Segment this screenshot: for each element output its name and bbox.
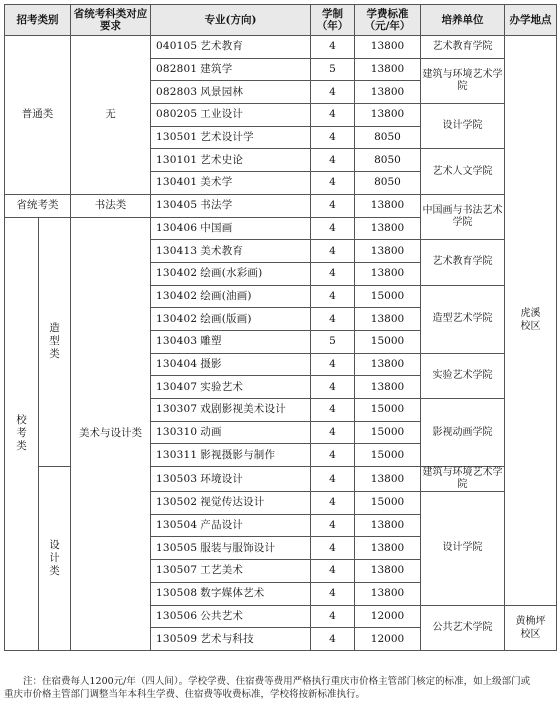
major-cell: 130403 雕塑 [151, 330, 311, 353]
fee-cell: 13800 [355, 81, 421, 104]
college-art-edu-2: 艺术教育学院 [421, 240, 505, 285]
major-fee-table [4, 4, 557, 651]
major-cell: 130503 环境设计 [151, 467, 311, 492]
fee-table-container [4, 4, 552, 651]
major-cell: 130401 美术学 [151, 172, 311, 195]
years-cell: 4 [311, 605, 355, 628]
years-cell: 4 [311, 444, 355, 467]
major-cell: 130404 摄影 [151, 353, 311, 376]
fee-cell: 15000 [355, 285, 421, 308]
major-cell: 130505 服装与服饰设计 [151, 537, 311, 560]
college-arch-2: 建筑与环境艺术学院 [422, 467, 503, 491]
group-shaping: 造型类 [39, 217, 71, 467]
major-cell: 040105 艺术教育 [151, 36, 311, 59]
years-cell: 4 [311, 537, 355, 560]
fee-cell: 15000 [355, 444, 421, 467]
fee-cell: 13800 [355, 217, 421, 240]
years-cell: 4 [311, 81, 355, 104]
years-cell: 4 [311, 628, 355, 651]
group-design: 设计类 [39, 467, 71, 651]
years-cell: 4 [311, 240, 355, 263]
major-cell: 080205 工业设计 [151, 104, 311, 127]
group-general: 普通类 [5, 36, 71, 195]
fee-cell: 13800 [355, 36, 421, 59]
fee-cell: 13800 [355, 467, 421, 492]
table-row [5, 36, 557, 59]
fee-cell: 15000 [355, 492, 421, 515]
major-cell: 130507 工艺美术 [151, 560, 311, 583]
major-cell: 130402 绘画(油画) [151, 285, 311, 308]
fee-cell: 15000 [355, 399, 421, 422]
fee-cell: 13800 [355, 308, 421, 331]
group-general-req: 无 [71, 36, 151, 195]
years-cell: 4 [311, 376, 355, 399]
major-cell: 130311 影视摄影与制作 [151, 444, 311, 467]
years-cell: 4 [311, 514, 355, 537]
major-cell: 130509 艺术与科技 [151, 628, 311, 651]
college-design-2: 设计学院 [421, 492, 505, 605]
years-cell: 4 [311, 582, 355, 605]
years-cell: 4 [311, 467, 355, 492]
header-years: 学制（年） [311, 5, 355, 36]
footnote: 注：住宿费每人1200元/年（四人间）。学校学费、住宿费等费用严格执行重庆市价格主管部门核定的标准，如上级部门或重庆市价格主管部门调整当年本科生学费、住宿费等收费标准，学校将按新标准执行。 [4, 676, 531, 700]
college-design-1: 设计学院 [421, 104, 505, 149]
years-cell: 4 [311, 308, 355, 331]
years-cell: 4 [311, 36, 355, 59]
header-college: 培养单位 [421, 5, 505, 36]
major-cell: 082803 风景园林 [151, 81, 311, 104]
header-exam-category: 招考类别 [5, 5, 71, 36]
college-experimental: 实验艺术学院 [421, 353, 505, 398]
group-school: 校考类 [5, 217, 39, 650]
college-shaping-art: 造型艺术学院 [421, 285, 505, 353]
fee-cell: 13800 [355, 194, 421, 217]
major-cell: 130307 戏剧影视美术设计 [151, 399, 311, 422]
major-cell: 130406 中国画 [151, 217, 311, 240]
college-film-anim: 影视动画学院 [421, 399, 505, 467]
major-cell: 130101 艺术史论 [151, 149, 311, 172]
header-provincial-subject: 省统考科类对应要求 [71, 5, 151, 36]
years-cell: 4 [311, 560, 355, 583]
years-cell: 5 [311, 58, 355, 81]
college-arch-1: 建筑与环境艺术学院 [421, 58, 505, 103]
campus-huangjueping: 黄桷坪校区 [505, 605, 557, 650]
fee-cell: 13800 [355, 262, 421, 285]
major-cell: 130310 动画 [151, 421, 311, 444]
years-cell: 4 [311, 217, 355, 240]
major-cell: 130402 绘画(版画) [151, 308, 311, 331]
years-cell: 5 [311, 330, 355, 353]
years-cell: 4 [311, 126, 355, 149]
header-campus: 办学地点 [505, 5, 557, 36]
major-cell: 130504 产品设计 [151, 514, 311, 537]
fee-cell: 13800 [355, 514, 421, 537]
years-cell: 4 [311, 194, 355, 217]
header-major: 专业(方向) [151, 5, 311, 36]
table-row [5, 194, 557, 217]
fee-cell: 15000 [355, 421, 421, 444]
major-cell: 130405 书法学 [151, 194, 311, 217]
years-cell: 4 [311, 421, 355, 444]
years-cell: 4 [311, 399, 355, 422]
years-cell: 4 [311, 285, 355, 308]
college-chinese-painting: 中国画与书法艺术学院 [421, 194, 505, 239]
fee-cell: 8050 [355, 126, 421, 149]
major-cell: 130502 视觉传达设计 [151, 492, 311, 515]
years-cell: 4 [311, 492, 355, 515]
major-cell: 130402 绘画(水彩画) [151, 262, 311, 285]
fee-cell: 13800 [355, 104, 421, 127]
major-cell: 130413 美术教育 [151, 240, 311, 263]
header-fee: 学费标准（元/年） [355, 5, 421, 36]
major-cell: 130506 公共艺术 [151, 605, 311, 628]
college-public-art: 公共艺术学院 [421, 605, 505, 650]
fee-cell: 8050 [355, 172, 421, 195]
years-cell: 4 [311, 262, 355, 285]
fee-cell: 13800 [355, 582, 421, 605]
major-cell: 130407 实验艺术 [151, 376, 311, 399]
campus-huxi: 虎溪校区 [505, 36, 557, 606]
major-cell: 082801 建筑学 [151, 58, 311, 81]
years-cell: 4 [311, 149, 355, 172]
fee-cell: 12000 [355, 628, 421, 651]
fee-cell: 13800 [355, 537, 421, 560]
fee-cell: 13800 [355, 376, 421, 399]
fee-cell: 12000 [355, 605, 421, 628]
group-provincial-req: 书法类 [71, 194, 151, 217]
fee-cell: 13800 [355, 560, 421, 583]
fee-cell: 15000 [355, 330, 421, 353]
years-cell: 4 [311, 104, 355, 127]
group-provincial: 省统考类 [5, 194, 71, 217]
college-art-edu-1: 艺术教育学院 [421, 36, 505, 59]
college-humanities: 艺术人文学院 [421, 149, 505, 194]
major-cell: 130508 数字媒体艺术 [151, 582, 311, 605]
years-cell: 4 [311, 353, 355, 376]
major-cell: 130501 艺术设计学 [151, 126, 311, 149]
fee-cell: 13800 [355, 353, 421, 376]
years-cell: 4 [311, 172, 355, 195]
fee-cell: 13800 [355, 58, 421, 81]
group-school-req: 美术与设计类 [71, 217, 151, 650]
fee-cell: 13800 [355, 240, 421, 263]
fee-cell: 8050 [355, 149, 421, 172]
